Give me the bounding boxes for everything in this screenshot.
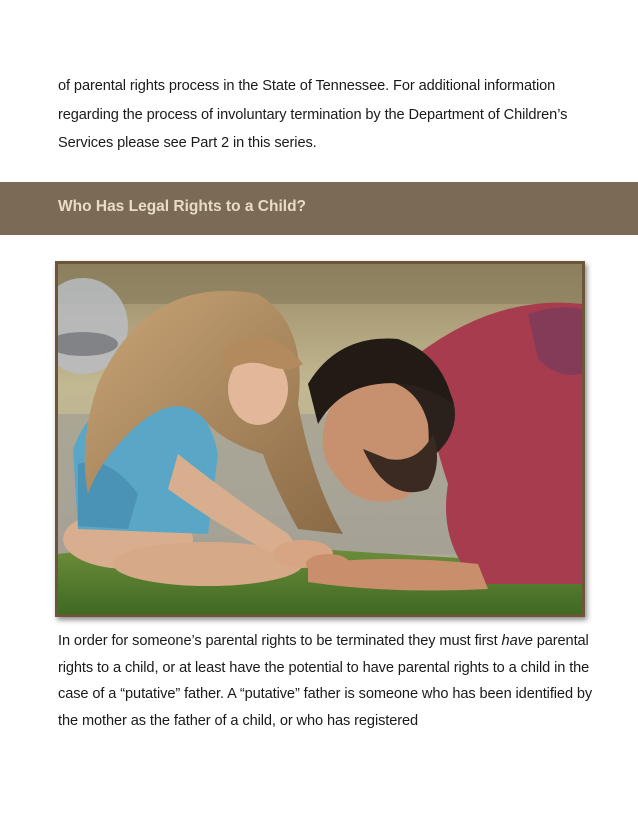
section-heading-band [0, 182, 638, 235]
paragraph-text-start: In order for someone’s parental rights to be terminated they must first [58, 633, 502, 649]
photo-illustration [58, 264, 582, 614]
paragraph-text-rest: parental rights to a child, or at least have the potential to have parental rights to a child in the case of a “putative” father. A “putative” father is someone who has been identified by the mother as the father of a child, or who has registered [58, 633, 593, 729]
paragraph-emphasis: have [501, 633, 533, 649]
body-paragraph [58, 628, 598, 734]
father-daughter-photo [55, 261, 585, 617]
section-heading: Who Has Legal Rights to a Child? [58, 198, 306, 215]
intro-paragraph: of parental rights process in the State of Tennessee. For additional information regarding the process of involuntary termination by the Department of Children’s Services please see Part 2 in this series. [58, 78, 568, 151]
